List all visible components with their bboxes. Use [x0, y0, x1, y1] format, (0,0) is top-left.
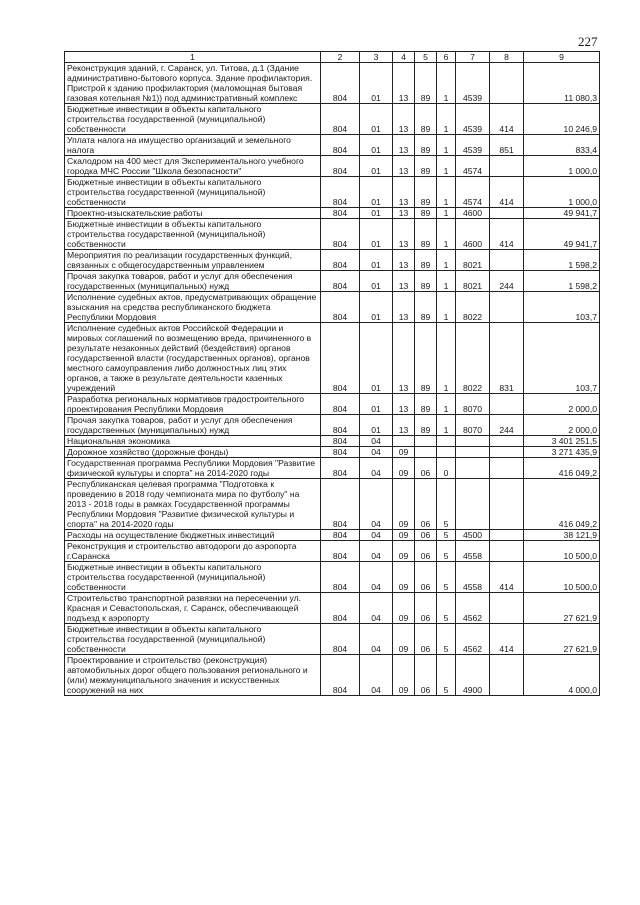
cell-subsection-code: 13	[393, 177, 415, 208]
cell-amount: 1 000,0	[524, 177, 600, 208]
cell-ministry-code: 804	[321, 219, 360, 250]
cell-subsection-code: 09	[393, 655, 415, 696]
cell-target-code: 4539	[456, 104, 490, 135]
cell-subprogram-code: 1	[437, 104, 456, 135]
cell-item-name: Дорожное хозяйство (дорожные фонды)	[65, 447, 321, 458]
cell-section-code: 01	[360, 208, 393, 219]
cell-subprogram-code: 5	[437, 541, 456, 562]
cell-ministry-code: 804	[321, 458, 360, 479]
cell-amount: 1 598,2	[524, 250, 600, 271]
cell-target-code: 8022	[456, 292, 490, 323]
cell-target-code: 4539	[456, 135, 490, 156]
cell-target-code	[456, 436, 490, 447]
cell-target-code: 4900	[456, 655, 490, 696]
cell-target-code: 4558	[456, 541, 490, 562]
cell-section-code: 04	[360, 458, 393, 479]
cell-subprogram-code: 5	[437, 624, 456, 655]
cell-item-name: Бюджетные инвестиции в объекты капитального строительства государственной (муниципальной) собственности	[65, 104, 321, 135]
cell-target-code: 4539	[456, 63, 490, 104]
cell-item-name: Прочая закупка товаров, работ и услуг для обеспечения государственных (муниципальных) нужд	[65, 415, 321, 436]
cell-expense-type-code	[490, 593, 524, 624]
cell-subsection-code: 13	[393, 208, 415, 219]
cell-program-code: 89	[415, 250, 437, 271]
cell-section-code: 04	[360, 447, 393, 458]
cell-item-name: Строительство транспортной развязки на пересечении ул. Красная и Севастопольская, г. Саранск, обеспечивающей подъезд к аэропорту	[65, 593, 321, 624]
cell-target-code: 4600	[456, 219, 490, 250]
cell-program-code: 89	[415, 104, 437, 135]
cell-ministry-code: 804	[321, 156, 360, 177]
table-row	[65, 219, 600, 250]
cell-ministry-code: 804	[321, 394, 360, 415]
cell-expense-type-code	[490, 479, 524, 530]
cell-subprogram-code: 0	[437, 458, 456, 479]
cell-program-code	[415, 436, 437, 447]
cell-subprogram-code: 1	[437, 135, 456, 156]
cell-program-code: 89	[415, 292, 437, 323]
cell-amount: 103,7	[524, 292, 600, 323]
cell-program-code: 06	[415, 593, 437, 624]
cell-target-code: 4500	[456, 530, 490, 541]
cell-expense-type-code	[490, 436, 524, 447]
column-header-5: 5	[415, 52, 437, 63]
cell-subprogram-code: 1	[437, 177, 456, 208]
cell-subsection-code: 09	[393, 562, 415, 593]
cell-subprogram-code: 5	[437, 655, 456, 696]
cell-expense-type-code	[490, 250, 524, 271]
cell-program-code	[415, 447, 437, 458]
table-row	[65, 415, 600, 436]
cell-expense-type-code	[490, 541, 524, 562]
column-header-2: 2	[321, 52, 360, 63]
cell-target-code: 8070	[456, 415, 490, 436]
cell-amount: 1 000,0	[524, 156, 600, 177]
cell-subsection-code: 09	[393, 541, 415, 562]
table-body	[65, 63, 600, 696]
table-row	[65, 271, 600, 292]
cell-program-code: 89	[415, 177, 437, 208]
cell-subsection-code: 09	[393, 458, 415, 479]
cell-item-name: Скалодром на 400 мест для Экспериментального учебного городка МЧС России "Школа безопасности"	[65, 156, 321, 177]
cell-item-name: Национальная экономика	[65, 436, 321, 447]
cell-section-code: 04	[360, 530, 393, 541]
cell-expense-type-code	[490, 394, 524, 415]
cell-item-name: Бюджетные инвестиции в объекты капитального строительства государственной (муниципальной) собственности	[65, 562, 321, 593]
cell-program-code: 06	[415, 458, 437, 479]
cell-expense-type-code: 244	[490, 271, 524, 292]
cell-subsection-code: 09	[393, 530, 415, 541]
cell-subsection-code: 09	[393, 479, 415, 530]
cell-amount: 11 080,3	[524, 63, 600, 104]
cell-section-code: 01	[360, 135, 393, 156]
cell-section-code: 01	[360, 219, 393, 250]
column-header-3: 3	[360, 52, 393, 63]
column-header-8: 8	[490, 52, 524, 63]
cell-program-code: 89	[415, 219, 437, 250]
cell-target-code: 4600	[456, 208, 490, 219]
cell-section-code: 01	[360, 292, 393, 323]
page-number: 227	[578, 34, 598, 49]
cell-subprogram-code: 5	[437, 562, 456, 593]
cell-expense-type-code: 414	[490, 177, 524, 208]
cell-program-code: 89	[415, 394, 437, 415]
table-row	[65, 292, 600, 323]
column-header-4: 4	[393, 52, 415, 63]
table-row	[65, 458, 600, 479]
cell-program-code: 06	[415, 562, 437, 593]
cell-ministry-code: 804	[321, 655, 360, 696]
cell-subprogram-code: 1	[437, 63, 456, 104]
table-row	[65, 323, 600, 394]
cell-ministry-code: 804	[321, 530, 360, 541]
cell-subsection-code: 13	[393, 63, 415, 104]
cell-amount: 38 121,9	[524, 530, 600, 541]
cell-ministry-code: 804	[321, 250, 360, 271]
cell-amount: 2 000,0	[524, 394, 600, 415]
cell-item-name: Исполнение судебных актов, предусматривающих обращение взыскания на средства республиканского бюджета Республики Мордовия	[65, 292, 321, 323]
cell-expense-type-code: 414	[490, 104, 524, 135]
cell-subsection-code: 09	[393, 593, 415, 624]
table-row	[65, 593, 600, 624]
cell-ministry-code: 804	[321, 479, 360, 530]
cell-subprogram-code: 5	[437, 530, 456, 541]
cell-target-code	[456, 479, 490, 530]
cell-expense-type-code	[490, 458, 524, 479]
cell-ministry-code: 804	[321, 271, 360, 292]
cell-program-code: 06	[415, 479, 437, 530]
cell-subsection-code: 09	[393, 447, 415, 458]
cell-amount: 3 401 251,5	[524, 436, 600, 447]
cell-item-name: Исполнение судебных актов Российской Федерации и мировых соглашений по возмещению вреда, причиненного в результате незаконных действий (бездействия) органов государственной власти (государственных органов), органов местного самоуправления либо должностных лиц этих органов, а также в результате деятельности казенных учреждений	[65, 323, 321, 394]
cell-section-code: 01	[360, 250, 393, 271]
cell-subsection-code: 13	[393, 271, 415, 292]
cell-item-name: Проектно-изыскательские работы	[65, 208, 321, 219]
cell-target-code: 4562	[456, 624, 490, 655]
cell-target-code	[456, 458, 490, 479]
cell-item-name: Разработка региональных нормативов градостроительного проектирования Республики Мордовия	[65, 394, 321, 415]
cell-subsection-code: 13	[393, 292, 415, 323]
cell-subprogram-code	[437, 447, 456, 458]
cell-target-code: 8021	[456, 271, 490, 292]
budget-table	[64, 51, 600, 696]
cell-program-code: 06	[415, 624, 437, 655]
cell-subprogram-code: 1	[437, 208, 456, 219]
cell-amount: 416 049,2	[524, 458, 600, 479]
cell-expense-type-code	[490, 156, 524, 177]
cell-section-code: 04	[360, 655, 393, 696]
cell-expense-type-code: 851	[490, 135, 524, 156]
cell-expense-type-code: 414	[490, 624, 524, 655]
cell-ministry-code: 804	[321, 624, 360, 655]
cell-expense-type-code	[490, 292, 524, 323]
cell-subsection-code	[393, 436, 415, 447]
cell-target-code	[456, 447, 490, 458]
cell-program-code: 89	[415, 271, 437, 292]
cell-subsection-code: 13	[393, 394, 415, 415]
cell-amount: 10 500,0	[524, 562, 600, 593]
cell-section-code: 01	[360, 271, 393, 292]
cell-item-name: Бюджетные инвестиции в объекты капитального строительства государственной (муниципальной) собственности	[65, 177, 321, 208]
cell-subprogram-code: 1	[437, 156, 456, 177]
cell-amount: 2 000,0	[524, 415, 600, 436]
cell-ministry-code: 804	[321, 593, 360, 624]
cell-item-name: Проектирование и строительство (реконструкция) автомобильных дорог общего пользования регионального и (или) межмуниципального значения и искусственных сооружений на них	[65, 655, 321, 696]
cell-item-name: Республиканская целевая программа "Подготовка к проведению в 2018 году чемпионата мира по футболу" на 2013 - 2018 годы в рамках Государственной программы Республики Мордовия "Развитие физической культуры и спорта" на 2014-2020 годы	[65, 479, 321, 530]
cell-subprogram-code	[437, 436, 456, 447]
cell-amount: 1 598,2	[524, 271, 600, 292]
cell-subprogram-code: 5	[437, 479, 456, 530]
cell-ministry-code: 804	[321, 292, 360, 323]
cell-program-code: 89	[415, 156, 437, 177]
cell-subprogram-code: 1	[437, 271, 456, 292]
cell-ministry-code: 804	[321, 541, 360, 562]
cell-ministry-code: 804	[321, 562, 360, 593]
column-header-1: 1	[65, 52, 321, 63]
cell-subsection-code: 13	[393, 156, 415, 177]
cell-item-name: Расходы на осуществление бюджетных инвестиций	[65, 530, 321, 541]
cell-item-name: Бюджетные инвестиции в объекты капитального строительства государственной (муниципальной) собственности	[65, 624, 321, 655]
cell-section-code: 01	[360, 156, 393, 177]
cell-section-code: 04	[360, 624, 393, 655]
cell-ministry-code: 804	[321, 415, 360, 436]
cell-section-code: 01	[360, 63, 393, 104]
cell-program-code: 89	[415, 63, 437, 104]
cell-amount: 4 000,0	[524, 655, 600, 696]
cell-section-code: 01	[360, 415, 393, 436]
cell-ministry-code: 804	[321, 447, 360, 458]
cell-subsection-code: 09	[393, 624, 415, 655]
cell-expense-type-code: 414	[490, 562, 524, 593]
cell-program-code: 89	[415, 208, 437, 219]
table-row	[65, 447, 600, 458]
column-header-9: 9	[524, 52, 600, 63]
table-row	[65, 436, 600, 447]
column-header-7: 7	[456, 52, 490, 63]
cell-section-code: 01	[360, 394, 393, 415]
cell-item-name: Прочая закупка товаров, работ и услуг для обеспечения государственных (муниципальных) нужд	[65, 271, 321, 292]
table-row	[65, 208, 600, 219]
cell-expense-type-code	[490, 447, 524, 458]
cell-expense-type-code: 244	[490, 415, 524, 436]
table-row	[65, 479, 600, 530]
cell-amount: 27 621,9	[524, 593, 600, 624]
cell-subprogram-code: 1	[437, 323, 456, 394]
table-row	[65, 541, 600, 562]
cell-section-code: 01	[360, 177, 393, 208]
cell-subsection-code: 13	[393, 250, 415, 271]
cell-target-code: 4574	[456, 156, 490, 177]
cell-item-name: Реконструкция зданий, г. Саранск, ул. Титова, д.1 (Здание административно-бытового корпуса. Здание профилактория. Пристрой к зданию профилактория (маломощная бытовая газовая котельная №1)) под административный комплекс	[65, 63, 321, 104]
cell-subprogram-code: 1	[437, 292, 456, 323]
cell-amount: 49 941,7	[524, 219, 600, 250]
cell-subsection-code: 13	[393, 323, 415, 394]
cell-ministry-code: 804	[321, 104, 360, 135]
table-row	[65, 104, 600, 135]
cell-subsection-code: 13	[393, 135, 415, 156]
cell-target-code: 8070	[456, 394, 490, 415]
cell-subprogram-code: 1	[437, 415, 456, 436]
cell-target-code: 4574	[456, 177, 490, 208]
column-header-6: 6	[437, 52, 456, 63]
table-row	[65, 655, 600, 696]
cell-expense-type-code	[490, 208, 524, 219]
cell-ministry-code: 804	[321, 323, 360, 394]
cell-section-code: 04	[360, 479, 393, 530]
cell-item-name: Реконструкция и строительство автодороги до аэропорта г.Саранска	[65, 541, 321, 562]
cell-amount: 103,7	[524, 323, 600, 394]
cell-ministry-code: 804	[321, 208, 360, 219]
table-row	[65, 135, 600, 156]
cell-ministry-code: 804	[321, 436, 360, 447]
table-row	[65, 562, 600, 593]
cell-amount: 10 500,0	[524, 541, 600, 562]
table-row	[65, 530, 600, 541]
cell-ministry-code: 804	[321, 63, 360, 104]
cell-item-name: Бюджетные инвестиции в объекты капитального строительства государственной (муниципальной) собственности	[65, 219, 321, 250]
table-row	[65, 394, 600, 415]
cell-expense-type-code	[490, 63, 524, 104]
cell-amount: 416 049,2	[524, 479, 600, 530]
cell-program-code: 06	[415, 655, 437, 696]
cell-subprogram-code: 5	[437, 593, 456, 624]
cell-item-name: Уплата налога на имущество организаций и земельного налога	[65, 135, 321, 156]
cell-expense-type-code: 414	[490, 219, 524, 250]
cell-target-code: 8021	[456, 250, 490, 271]
cell-target-code: 8022	[456, 323, 490, 394]
cell-amount: 833,4	[524, 135, 600, 156]
cell-expense-type-code: 831	[490, 323, 524, 394]
table-row	[65, 63, 600, 104]
cell-amount: 27 621,9	[524, 624, 600, 655]
cell-item-name: Мероприятия по реализации государственных функций, связанных с общегосударственным управлением	[65, 250, 321, 271]
cell-expense-type-code	[490, 655, 524, 696]
cell-amount: 10 246,9	[524, 104, 600, 135]
cell-subsection-code: 13	[393, 219, 415, 250]
cell-amount: 3 271 435,9	[524, 447, 600, 458]
cell-ministry-code: 804	[321, 177, 360, 208]
cell-section-code: 04	[360, 593, 393, 624]
cell-subprogram-code: 1	[437, 394, 456, 415]
cell-ministry-code: 804	[321, 135, 360, 156]
cell-subprogram-code: 1	[437, 219, 456, 250]
cell-subsection-code: 13	[393, 104, 415, 135]
cell-subprogram-code: 1	[437, 250, 456, 271]
cell-target-code: 4558	[456, 562, 490, 593]
header-row	[65, 52, 600, 63]
cell-section-code: 01	[360, 323, 393, 394]
table-row	[65, 156, 600, 177]
cell-section-code: 01	[360, 104, 393, 135]
table-row	[65, 250, 600, 271]
table-row	[65, 624, 600, 655]
cell-target-code: 4562	[456, 593, 490, 624]
cell-item-name: Государственная программа Республики Мордовия "Развитие физической культуры и спорта" на 2014-2020 годы	[65, 458, 321, 479]
cell-amount: 49 941,7	[524, 208, 600, 219]
cell-section-code: 04	[360, 436, 393, 447]
cell-program-code: 06	[415, 530, 437, 541]
cell-program-code: 06	[415, 541, 437, 562]
cell-program-code: 89	[415, 415, 437, 436]
cell-program-code: 89	[415, 135, 437, 156]
table-row	[65, 177, 600, 208]
cell-subsection-code: 13	[393, 415, 415, 436]
cell-section-code: 04	[360, 562, 393, 593]
cell-program-code: 89	[415, 323, 437, 394]
cell-expense-type-code	[490, 530, 524, 541]
cell-section-code: 04	[360, 541, 393, 562]
